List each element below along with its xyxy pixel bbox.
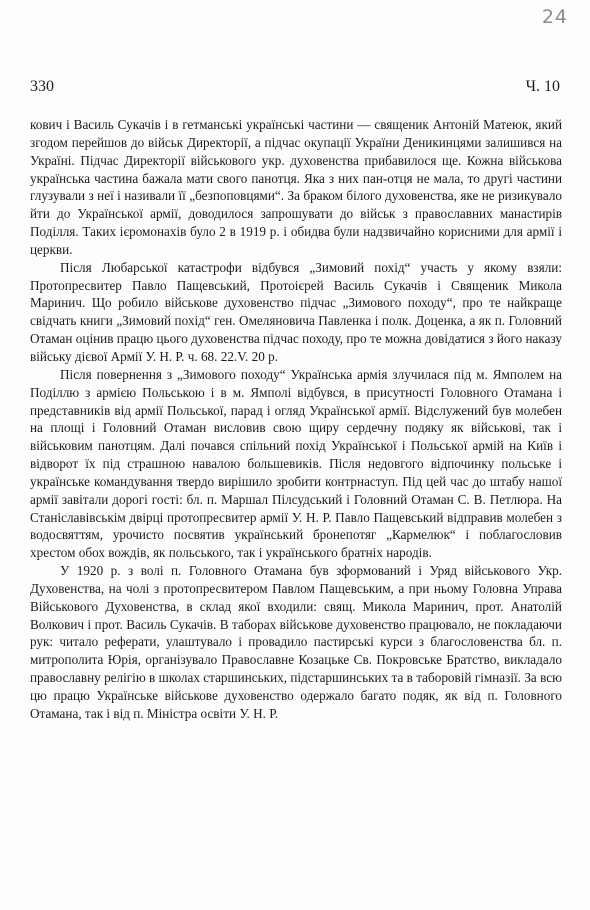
handwritten-page-mark: 24 <box>541 6 568 28</box>
paragraph-3: Після повернення з „Зимового походу“ Українська армія злучилася під м. Ямполем на Поділлю з армією Польською і в м. Ямполі відбувся, в присутності Головного Отамана і представників від армії Польської, парад і огляд Української армії. Відслужений був молебен на площі і Головний Отаман висловив свою щиру сердечну подяку як військові, так і військовим панотцям. Далі почався спільний похід Української і Польської армій на Київ і відворот їх під страшною навалою большевиків. Після недовгого відпочинку польське і українське командування твердо вирішило зробити контрнаступ. Під цей час до штабу нашої армії завітали дорогі гості: бл. п. Маршал Пілсудський і Головний Отаман С. В. Петлюра. На Станіславівськім двірці протопресвитер армії У. Н. Р. Павло Пащевський відправив молебен з водосвяттям, урочисто посвятив український бронепотяг „Кармелюк“ і поблагословив хрестом обох вождів, як польського, так і українського братніх народів. <box>30 366 562 561</box>
paragraph-2: Після Любарської катастрофи відбувся „Зимовий похід“ участь у якому взяли: Протопресвитер Павло Пащевський, Протоієрей Василь Сукачів і Священик Микола Маринич. Що робило військове духовенство підчас „Зимового походу“, про те найкраще свідчать книги „Зимовий похід“ ген. Омеляновича Павленка і полк. Доценка, а як п. Головний Отаман оцінив працю цього духовенства підчас походу, про те можна довідатися з його наказу війську дієвої Армії У. Н. Р. ч. 68. 22.V. 20 р. <box>30 259 562 364</box>
page-number: 330 <box>30 78 54 95</box>
paragraph-4: У 1920 р. з волі п. Головного Отамана був зформований і Уряд військового Укр. Духовенства, на чолі з протопресвитером Павлом Пащевським, а при ньому Головна Управа Військового Духовенства, в склад якої входили: свящ. Микола Маринич, прот. Анатолій Волкович і прот. Василь Сукачів. В таборах військове духовенство працювало, не покладаючи рук: читало реферати, улаштувало і провадило пастирські курси з благословенства бл. п. митрополита Юрія, організувало Православне Козацьке Св. Покровське Братство, викладало православну релігію в школах старшинських, підстаршинських та в таборовій гімназії. За всю цю працю Українське військове духовенство одержало багато подяк, як від п. Головного Отамана, так і від п. Міністра освіти У. Н. Р. <box>30 563 562 721</box>
chapter-label: Ч. 10 <box>525 78 560 95</box>
document-body <box>30 116 562 723</box>
paragraph-1: кович і Василь Сукачів і в гетманські українські частини — священик Антоній Матеюк, який згодом перейшов до військ Директорії, а підчас окупації України Деникинцями залишився на Україні. Підчас Директорії військового укр. духовенства прибавилося ще. Кожна військова українська частина бажала мати свого панотця. Яка з них пан-отця не мала, то другі частини глузували з неї і називали її „безпоповцями“. За браком білого духовенства, яке не ризикувало йти до Української армії, доводилося запрошувати до військ з православних манастирів Поділля. Таких ієромонахів було 2 в 1919 р. і обидва були надзвичайно корисними для армії і церкви. <box>30 117 562 257</box>
